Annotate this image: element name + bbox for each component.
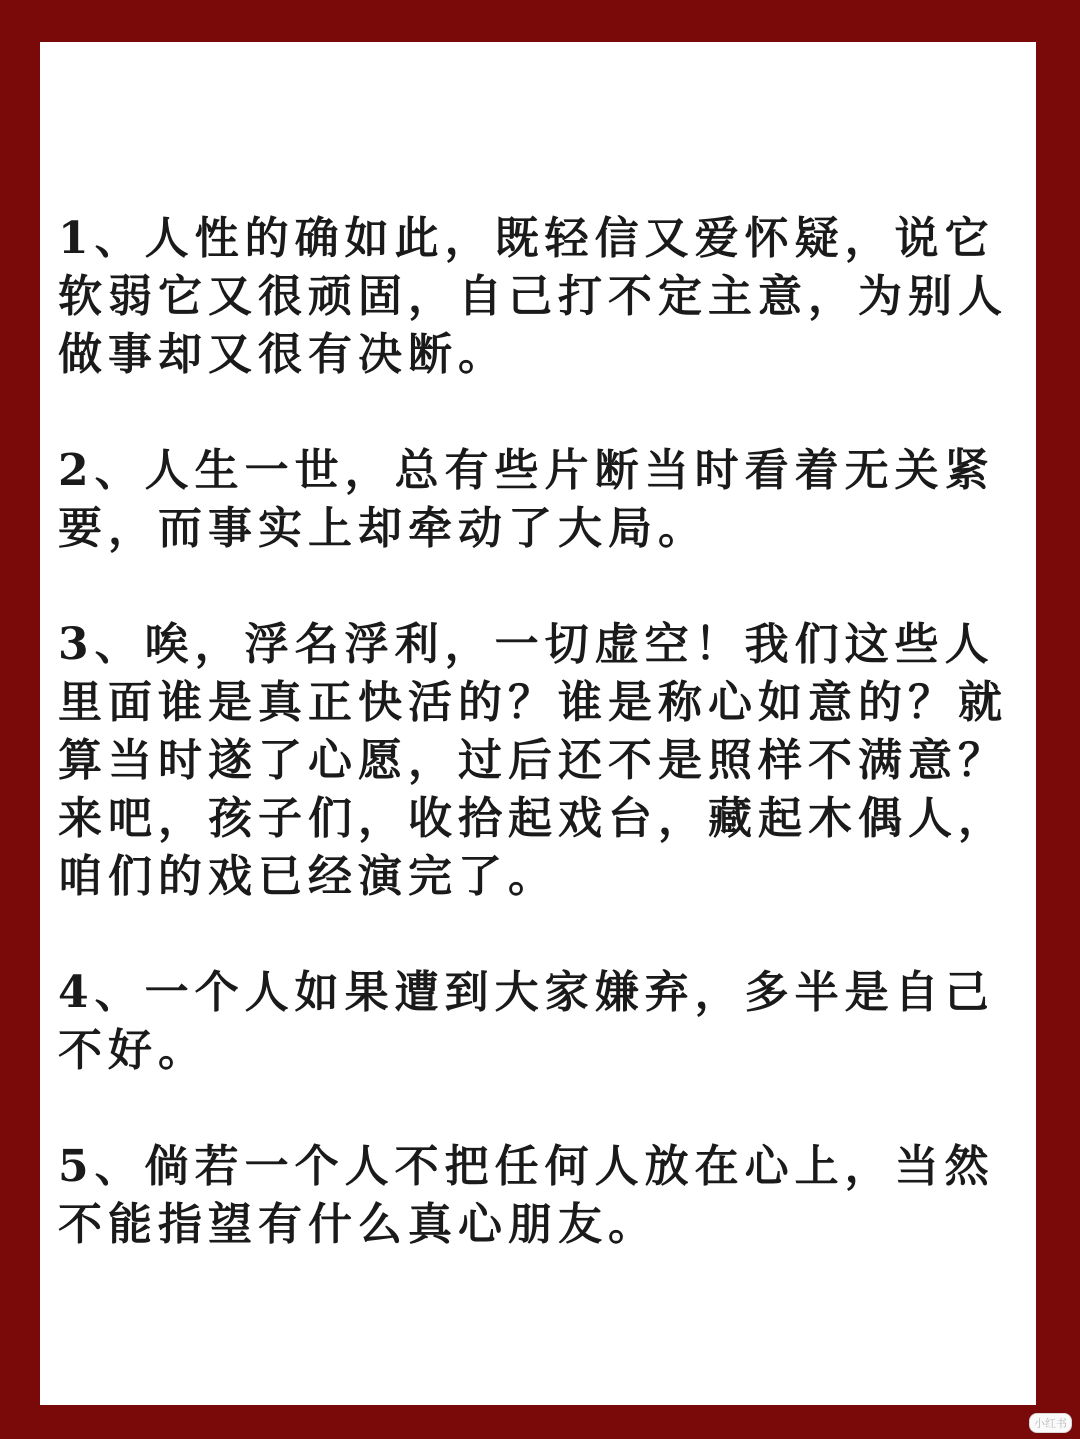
watermark-logo: 小红书 (1029, 1413, 1072, 1433)
quote-item-1: 1、人性的确如此，既轻信又爱怀疑，说它软弱它又很顽固，自己打不定主意，为别人做事却又很有决断。 (58, 213, 1008, 380)
quote-item-5: 5、倘若一个人不把任何人放在心上，当然不能指望有什么真心朋友。 (58, 1141, 995, 1250)
quote-card (40, 42, 1036, 1405)
quote-item-3: 3、唉，浮名浮利，一切虚空！我们这些人里面谁是真正快活的？谁是称心如意的？就算当时遂了心愿，过后还不是照样不满意？来吧，孩子们，收拾起戏台，藏起木偶人，咱们的戏已经演完了。 (58, 619, 1008, 902)
quote-list (58, 210, 1020, 1312)
quote-item-4: 4、一个人如果遭到大家嫌弃，多半是自己不好。 (58, 967, 995, 1076)
quote-item-2: 2、人生一世，总有些片断当时看着无关紧要，而事实上却牵动了大局。 (58, 445, 995, 554)
